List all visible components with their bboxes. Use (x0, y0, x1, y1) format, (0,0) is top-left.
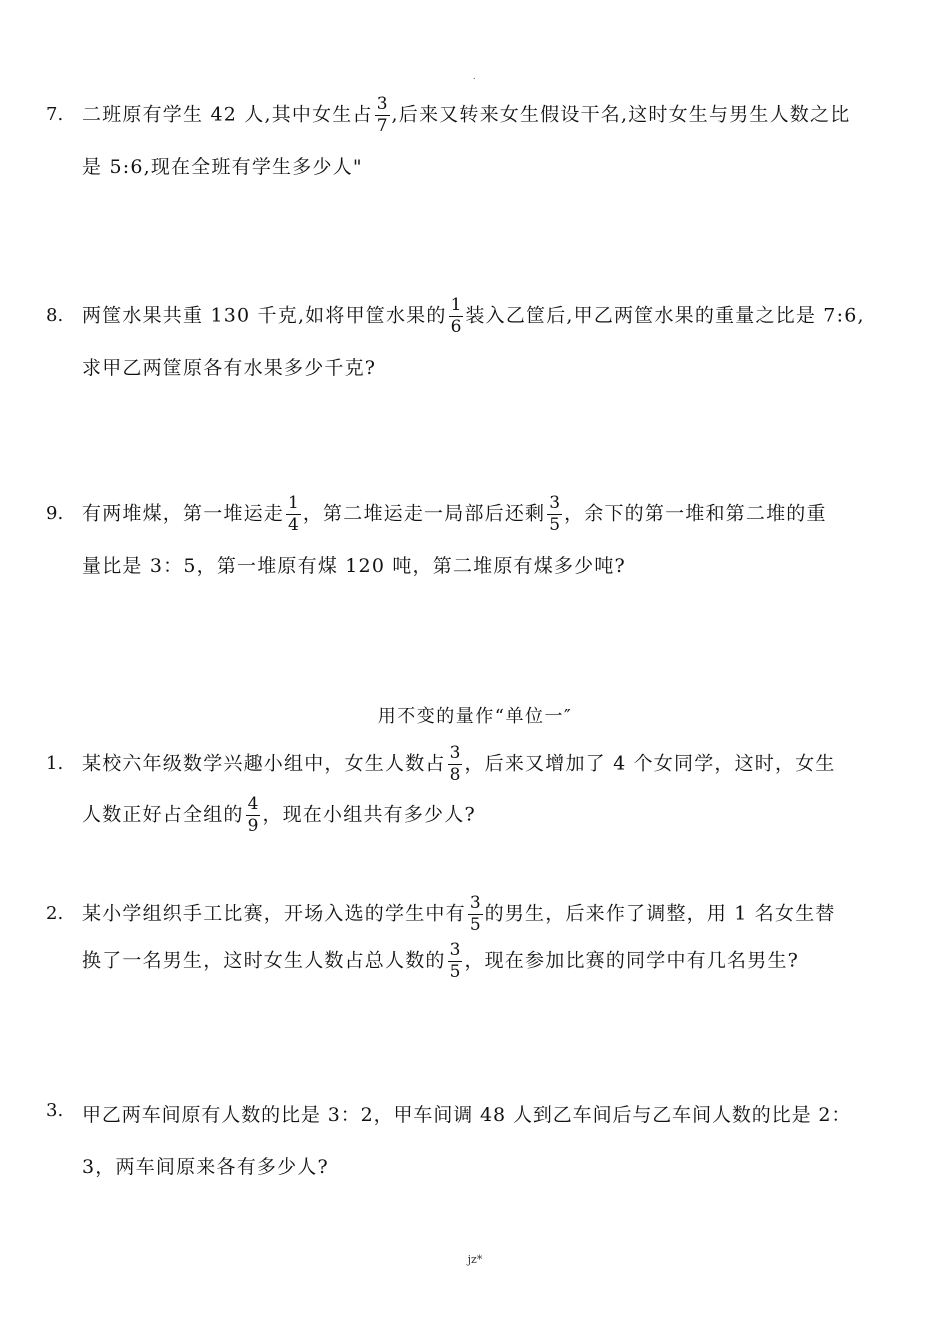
text: 的男生，后来作了调整，用 1 名女生替 (484, 902, 836, 925)
problem-number: 8. (46, 305, 64, 326)
text: ,后来又转来女生假设干名,这时女生与男生人数之比 (391, 103, 851, 126)
text: 某小学组织手工比赛，开场入选的学生中有 (82, 902, 466, 925)
numerator: 3 (376, 94, 388, 114)
numerator: 3 (449, 743, 461, 763)
problem-line: 求甲乙两筐原各有水果多少千克? (82, 357, 377, 379)
denominator: 5 (469, 915, 481, 935)
fraction (547, 495, 562, 534)
numerator: 3 (469, 893, 481, 913)
text: 换了一名男生，这时女生人数占总人数的 (82, 949, 446, 972)
problem-number: 2. (46, 903, 64, 924)
fraction (468, 895, 483, 934)
text: ，第二堆运走一局部后还剩 (302, 502, 546, 525)
problem-line (82, 796, 476, 835)
section-title: 用不变的量作“单位一″ (377, 706, 573, 727)
problem-line: 量比是 3：5，第一堆原有煤 120 吨，第二堆原有煤多少吨? (82, 555, 626, 577)
denominator: 8 (449, 765, 461, 785)
problem-number: 3. (46, 1100, 64, 1121)
text: 某校六年级数学兴趣小组中，女生人数占 (82, 752, 446, 775)
denominator: 6 (450, 317, 462, 337)
problem-line: 甲乙两车间原有人数的比是 3：2，甲车间调 48 人到乙车间后与乙车间人数的比是 2： (82, 1104, 852, 1126)
text: ，余下的第一堆和第二堆的重 (564, 502, 827, 525)
text: 装入乙筐后,甲乙两筐水果的重量之比是 7:6, (465, 304, 865, 327)
problem-number: 7. (46, 104, 64, 125)
text: ，现在参加比赛的同学中有几名男生? (464, 949, 800, 972)
fraction (448, 745, 463, 784)
problem-number: 9. (46, 503, 64, 524)
problem-number: 1. (46, 753, 64, 774)
problem-line (82, 745, 836, 784)
fraction (286, 495, 301, 534)
problem-line: 是 5:6,现在全班有学生多少人" (82, 156, 363, 178)
denominator: 7 (376, 116, 388, 136)
text: ，后来又增加了 4 个女同学，这时，女生 (464, 752, 836, 775)
problem-line (82, 495, 827, 534)
numerator: 3 (449, 940, 461, 960)
denominator: 9 (247, 816, 259, 836)
fraction (375, 96, 390, 135)
denominator: 5 (449, 962, 461, 982)
top-dot: . (473, 72, 476, 81)
text: 有两堆煤，第一堆运走 (82, 502, 285, 525)
page-footer: jz* (467, 1253, 483, 1266)
numerator: 4 (247, 794, 259, 814)
problem-line (82, 942, 799, 981)
text: 人数正好占全组的 (82, 803, 244, 826)
text: ，现在小组共有多少人? (262, 803, 476, 826)
text: 两筐水果共重 130 千克,如将甲筐水果的 (82, 304, 447, 327)
problem-line (82, 96, 850, 135)
problem-line (82, 297, 865, 336)
denominator: 5 (549, 515, 561, 535)
fraction (448, 942, 463, 981)
numerator: 3 (549, 493, 561, 513)
fraction (246, 796, 261, 835)
fraction (449, 297, 464, 336)
numerator: 1 (450, 295, 462, 315)
problem-line: 3，两车间原来各有多少人? (82, 1156, 329, 1178)
denominator: 4 (288, 515, 299, 535)
problem-line (82, 895, 836, 934)
numerator: 1 (288, 493, 299, 513)
text: 二班原有学生 42 人,其中女生占 (82, 103, 373, 126)
